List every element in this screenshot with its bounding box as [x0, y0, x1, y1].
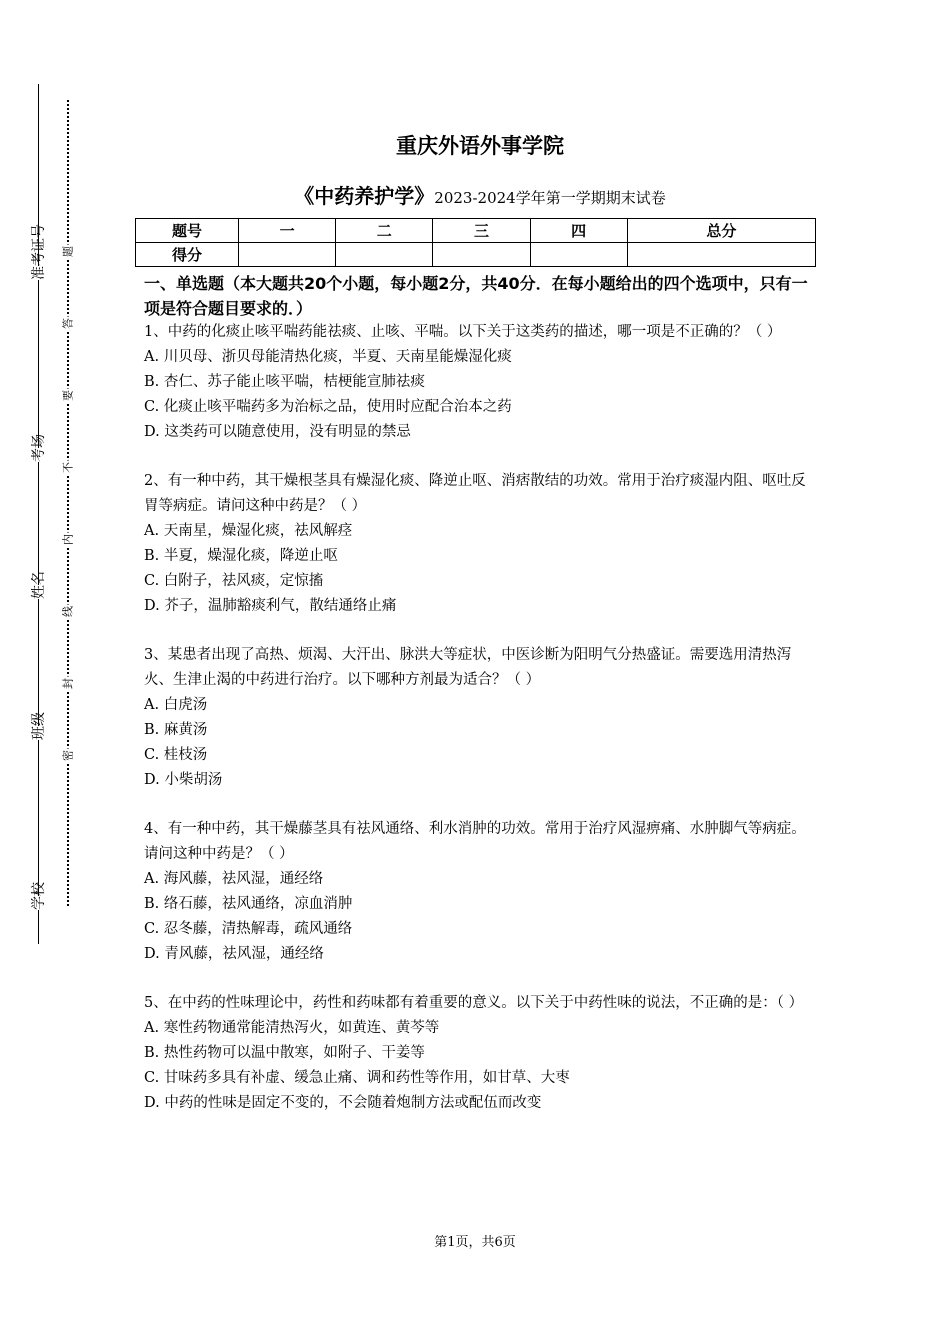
question-option: A. 寒性药物通常能清热泻火，如黄连、黄芩等	[144, 1020, 440, 1036]
seal-mark: 不	[61, 462, 75, 473]
question	[144, 817, 816, 967]
exam-title	[144, 180, 816, 209]
score-blank-cell[interactable]	[239, 243, 336, 267]
score-table	[135, 218, 816, 267]
question	[144, 320, 816, 445]
section-title: 一、单选题（本大题共20个小题，每小题2分，共40分．在每小题给出的四个选项中，只有一项是符合题目要求的．）	[144, 274, 808, 318]
school-label: 学校	[31, 882, 47, 910]
score-blank-cell[interactable]	[433, 243, 530, 267]
score-table-cell: 四	[530, 219, 627, 243]
seal-dotted-line	[67, 100, 69, 906]
score-table-score-row	[136, 243, 816, 267]
seal-mark: 要	[61, 390, 75, 401]
question-option: D. 小柴胡汤	[144, 772, 223, 788]
seal-mark: 线	[61, 606, 75, 617]
question-option: A. 天南星，燥湿化痰，祛风解痉	[144, 523, 353, 539]
score-blank-cell[interactable]	[530, 243, 627, 267]
score-table-cell: 二	[336, 219, 433, 243]
question-option: A. 川贝母、浙贝母能清热化痰，半夏、天南星能燥湿化痰	[144, 349, 512, 365]
question-stem: 1、中药的化痰止咳平喘药能祛痰、止咳、平喘。以下关于这类药的描述，哪一项是不正确的？（ ）	[144, 324, 782, 340]
score-blank-cell[interactable]	[627, 243, 815, 267]
question-option: A. 白虎汤	[144, 697, 208, 713]
question-option: C. 忍冬藤，清热解毒，疏风通络	[144, 921, 353, 937]
seal-mark: 答	[61, 318, 75, 329]
class-label: 班级	[31, 712, 47, 740]
question-option: C. 甘味药多具有补虚、缓急止痛、调和药性等作用，如甘草、大枣	[144, 1070, 570, 1086]
question-option: C. 白附子，祛风痰，定惊搐	[144, 573, 324, 589]
score-table-header-row	[136, 219, 816, 243]
binding-margin	[0, 0, 120, 1344]
question-stem: 3、某患者出现了高热、烦渴、大汗出、脉洪大等症状，中医诊断为阳明气分热盛证。需要选用清热泻火、生津止渴的中药进行治疗。以下哪种方剂最为适合？（ ）	[144, 647, 792, 688]
course-name: 《中药养护学》	[294, 184, 435, 208]
question-option: C. 桂枝汤	[144, 747, 208, 763]
school-name: 重庆外语外事学院	[396, 134, 564, 158]
exam-room-label: 考场	[31, 434, 47, 462]
exam-id-label: 准考证号	[31, 224, 47, 280]
question-stem: 4、有一种中药，其干燥藤茎具有祛风通络、利水消肿的功效。常用于治疗风湿痹痛、水肿脚气等病症。请问这种中药是？（ ）	[144, 821, 806, 862]
question-option: B. 杏仁、苏子能止咳平喘，桔梗能宣肺祛痰	[144, 374, 425, 390]
question-option: D. 青风藤，祛风湿，通经络	[144, 946, 324, 962]
score-table-cell: 一	[239, 219, 336, 243]
question	[144, 991, 816, 1116]
score-row-label: 得分	[136, 243, 239, 267]
name-label: 姓名	[31, 571, 47, 599]
score-table-cell: 题号	[136, 219, 239, 243]
question-list	[144, 320, 816, 1140]
page-footer: 第1页，共6页	[434, 1235, 516, 1250]
question	[144, 469, 816, 619]
question-option: D. 中药的性味是固定不变的，不会随着炮制方法或配伍而改变	[144, 1095, 542, 1111]
question-option: B. 麻黄汤	[144, 722, 208, 738]
score-table-cell: 总分	[627, 219, 815, 243]
binding-solid-line	[38, 84, 39, 944]
question-option: D. 芥子，温肺豁痰利气，散结通络止痛	[144, 598, 397, 614]
question-option: B. 热性药物可以温中散寒，如附子、干姜等	[144, 1045, 425, 1061]
seal-mark: 封	[61, 678, 75, 689]
question-option: D. 这类药可以随意使用，没有明显的禁忌	[144, 424, 411, 440]
question-stem: 2、有一种中药，其干燥根茎具有燥湿化痰、降逆止呕、消痞散结的功效。常用于治疗痰湿内阻、呕吐反胃等病症。请问这种中药是？（ ）	[144, 473, 806, 514]
score-table-cell: 三	[433, 219, 530, 243]
seal-mark: 密	[61, 750, 75, 761]
question-option: C. 化痰止咳平喘药多为治标之品，使用时应配合治本之药	[144, 399, 512, 415]
exam-term: 2023-2024学年第一学期期末试卷	[434, 189, 666, 207]
question-option: B. 半夏，燥湿化痰，降逆止呕	[144, 548, 338, 564]
question-option: B. 络石藤，祛风通络，凉血消肿	[144, 896, 353, 912]
question-option: A. 海风藤，祛风湿，通经络	[144, 871, 324, 887]
seal-mark: 题	[61, 246, 75, 257]
score-blank-cell[interactable]	[336, 243, 433, 267]
question	[144, 643, 816, 793]
seal-mark: 内	[61, 534, 75, 545]
question-stem: 5、在中药的性味理论中，药性和药味都有着重要的意义。以下关于中药性味的说法，不正确的是：（ ）	[144, 995, 804, 1011]
